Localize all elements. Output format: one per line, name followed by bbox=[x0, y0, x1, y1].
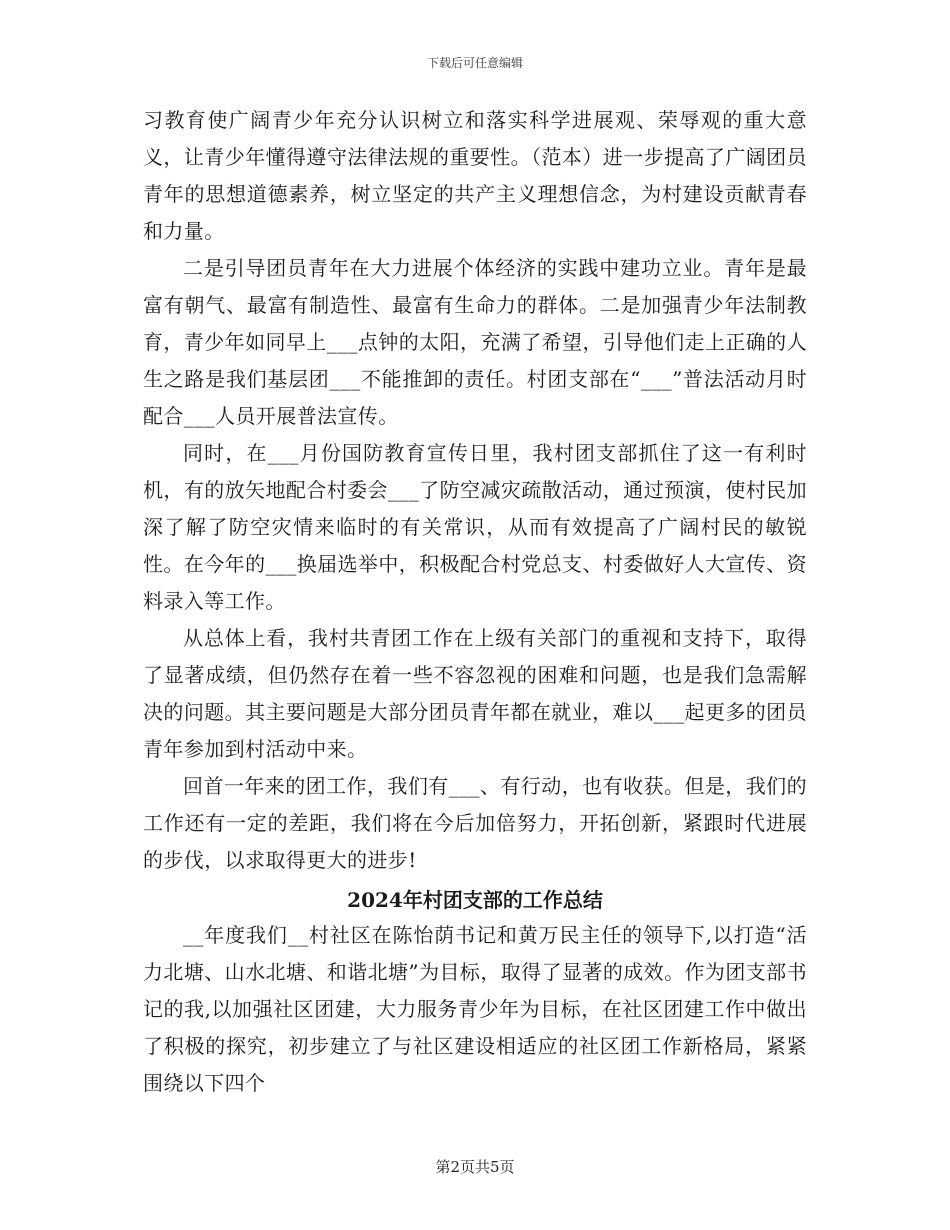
paragraph-6: __年度我们__村社区在陈怡荫书记和黄万民主任的领导下,以打造“活力北塘、山水北塘、和谐北塘”为目标，取得了显著的成效。作为团支部书记的我,以加强社区团建，大力服务青少年为目标，在社区团建工作中做出了积极的探究，初步建立了与社区建设相适应的社区团工作新格局，紧紧围绕以下四个 bbox=[143, 923, 807, 1095]
page-header: 下载后可任意编辑 bbox=[426, 56, 523, 70]
paragraph-4: 从总体上看，我村共青团工作在上级有关部门的重视和支持下，取得了显著成绩，但仍然存在着一些不容忽视的困难和问题，也是我们急需解决的问题。其主要问题是大部分团员青年都在就业，难以___起更多的团员青年参加到村活动中来。 bbox=[143, 626, 807, 761]
paragraph-2: 二是引导团员青年在大力进展个体经济的实践中建功立业。青年是最富有朝气、最富有制造性、最富有生命力的群体。二是加强青少年法制教育，青少年如同早上___点钟的太阳，充满了希望，引导他们走上正确的人生之路是我们基层团___不能推卸的责任。村团支部在“___”普法活动月时配合___人员开展普法宣传。 bbox=[143, 256, 807, 428]
paragraph-5: 回首一年来的团工作，我们有___、有行动，也有收获。但是，我们的工作还有一定的差距，我们将在今后加倍努力，开拓创新，紧跟时代进展的步伐，以求取得更大的进步! bbox=[143, 774, 807, 872]
page-number: 第2页共5页 bbox=[435, 1158, 515, 1176]
paragraph-1: 习教育使广阔青少年充分认识树立和落实科学进展观、荣辱观的重大意义，让青少年懂得遵守法律法规的重要性。（范本）进一步提高了广阔团员青年的思想道德素养，树立坚定的共产主义理想信念，为村建设贡献青春和力量。 bbox=[143, 108, 807, 243]
section-title: 2024年村团支部的工作总结 bbox=[347, 888, 603, 912]
document-body bbox=[143, 102, 807, 1102]
paragraph-3: 同时，在___月份国防教育宣传日里，我村团支部抓住了这一有利时机，有的放矢地配合村委会___了防空减灾疏散活动，通过预演，使村民加深了解了防空灾情来临时的有关常识，从而有效提高了广阔村民的敏锐性。在今年的___换届选举中，积极配合村党总支、村委做好人大宣传、资料录入等工作。 bbox=[143, 441, 807, 613]
